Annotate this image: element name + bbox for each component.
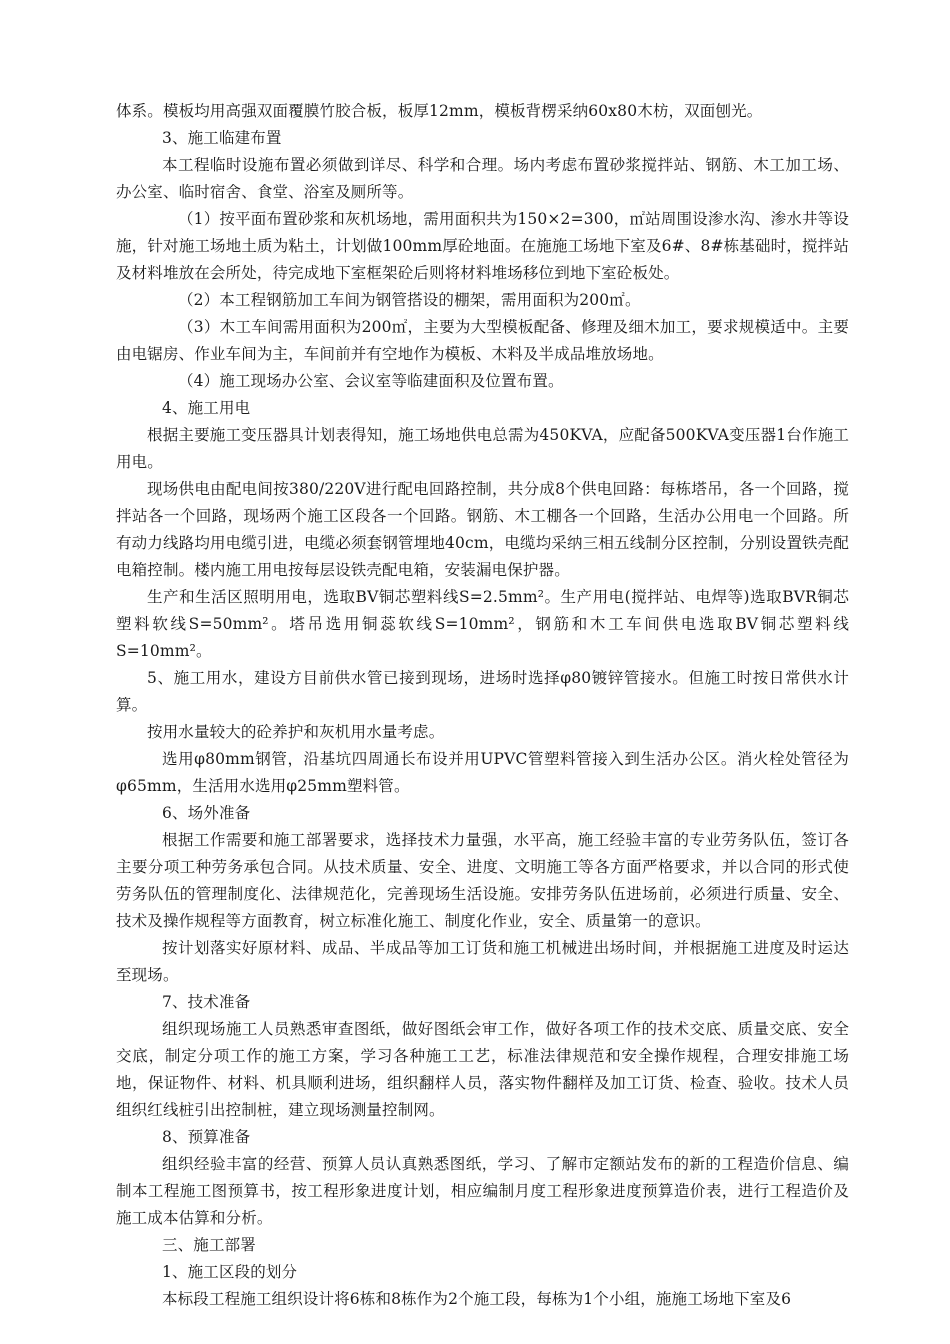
body-paragraph: 根据主要施工变压器具计划表得知，施工场地供电总需为450KVA，应配备500KVA变压器1台作施工用电。 [116, 426, 849, 471]
body-paragraph: 按用水量较大的砼养护和灰机用水量考虑。 [147, 723, 445, 741]
list-item: （4）施工现场办公室、会议室等临建面积及位置布置。 [178, 372, 564, 390]
list-item: （1）按平面布置砂浆和灰机场地，需用面积共为150×2=300，㎡站周围设渗水沟、渗水井等设施，针对施工场地土质为粘土，计划做100mm厚砼地面。在施施工场地下室及6#、8#栋基础时，搅拌站及材料堆放在会所处，待完成地下室框架砼后则将材料堆场移位到地下室砼板处。 [116, 210, 849, 282]
body-paragraph: 按计划落实好原材料、成品、半成品等加工订货和施工机械进出场时间，并根据施工进度及时运达至现场。 [116, 939, 849, 984]
list-item: （2）本工程钢筋加工车间为钢管搭设的棚架，需用面积为200㎡。 [178, 291, 641, 309]
section-heading: 8、预算准备 [162, 1128, 251, 1146]
body-paragraph: 体系。模板均用高强双面覆膜竹胶合板，板厚12mm，模板背楞采纳60x80木枋，双面刨光。 [116, 102, 763, 120]
body-paragraph: 5、施工用水，建设方目前供水管已接到现场，进场时选择φ80镀锌管接水。但施工时按日常供水计算。 [116, 669, 849, 714]
list-item: （3）木工车间需用面积为200㎡，主要为大型模板配备、修理及细木加工，要求规模适中。主要由电锯房、作业车间为主，车间前并有空地作为模板、木料及半成品堆放场地。 [116, 318, 849, 363]
document-body [116, 98, 849, 1313]
section-heading: 3、施工临建布置 [162, 129, 282, 147]
body-paragraph: 生产和生活区照明用电，选取BV铜芯塑料线S=2.5mm²。生产用电(搅拌站、电焊等)选取BVR铜芯塑料软线S=50mm²。塔吊选用铜蕊软线S=10mm²，钢筋和木工车间供电选取BV铜芯塑料线S=10mm²。 [116, 588, 849, 660]
body-paragraph: 组织经验丰富的经营、预算人员认真熟悉图纸，学习、了解市定额站发布的新的工程造价信息、编制本工程施工图预算书，按工程形象进度计划，相应编制月度工程形象进度预算造价表，进行工程造价及施工成本估算和分析。 [116, 1155, 849, 1227]
body-paragraph: 现场供电由配电间按380/220V进行配电回路控制，共分成8个供电回路：每栋塔吊，各一个回路，搅拌站各一个回路，现场两个施工区段各一个回路。钢筋、木工棚各一个回路，生活办公用电一个回路。所有动力线路均用电缆引进，电缆必须套钢管埋地40cm，电缆均采纳三相五线制分区控制，分别设置铁壳配电箱控制。楼内施工用电按每层设铁壳配电箱，安装漏电保护器。 [116, 480, 849, 579]
body-paragraph: 选用φ80mm钢管，沿基坑四周通长布设并用UPVC管塑料管接入到生活办公区。消火栓处管径为φ65mm，生活用水选用φ25mm塑料管。 [116, 750, 849, 795]
body-paragraph: 本工程临时设施布置必须做到详尽、科学和合理。场内考虑布置砂浆搅拌站、钢筋、木工加工场、办公室、临时宿舍、食堂、浴室及厕所等。 [116, 156, 849, 201]
section-heading: 1、施工区段的划分 [162, 1263, 298, 1281]
chapter-heading: 三、施工部署 [162, 1236, 256, 1254]
section-heading: 4、施工用电 [162, 399, 251, 417]
body-paragraph: 组织现场施工人员熟悉审查图纸，做好图纸会审工作，做好各项工作的技术交底、质量交底、安全交底，制定分项工作的施工方案，学习各种施工工艺，标准法律规范和安全操作规程，合理安排施工场地，保证物件、材料、机具顺利进场，组织翻样人员，落实物件翻样及加工订货、检查、验收。技术人员组织红线桩引出控制桩，建立现场测量控制网。 [116, 1020, 849, 1119]
body-paragraph: 根据工作需要和施工部署要求，选择技术力量强，水平高，施工经验丰富的专业劳务队伍，签订各主要分项工种劳务承包合同。从技术质量、安全、进度、文明施工等各方面严格要求，并以合同的形式使劳务队伍的管理制度化、法律规范化，完善现场生活设施。安排劳务队伍进场前，必须进行质量、安全、技术及操作规程等方面教育，树立标准化施工、制度化作业，安全、质量第一的意识。 [116, 831, 849, 930]
body-paragraph: 本标段工程施工组织设计将6栋和8栋作为2个施工段，每栋为1个小组，施施工场地下室及6 [162, 1290, 792, 1308]
section-heading: 6、场外准备 [162, 804, 251, 822]
section-heading: 7、技术准备 [162, 993, 251, 1011]
